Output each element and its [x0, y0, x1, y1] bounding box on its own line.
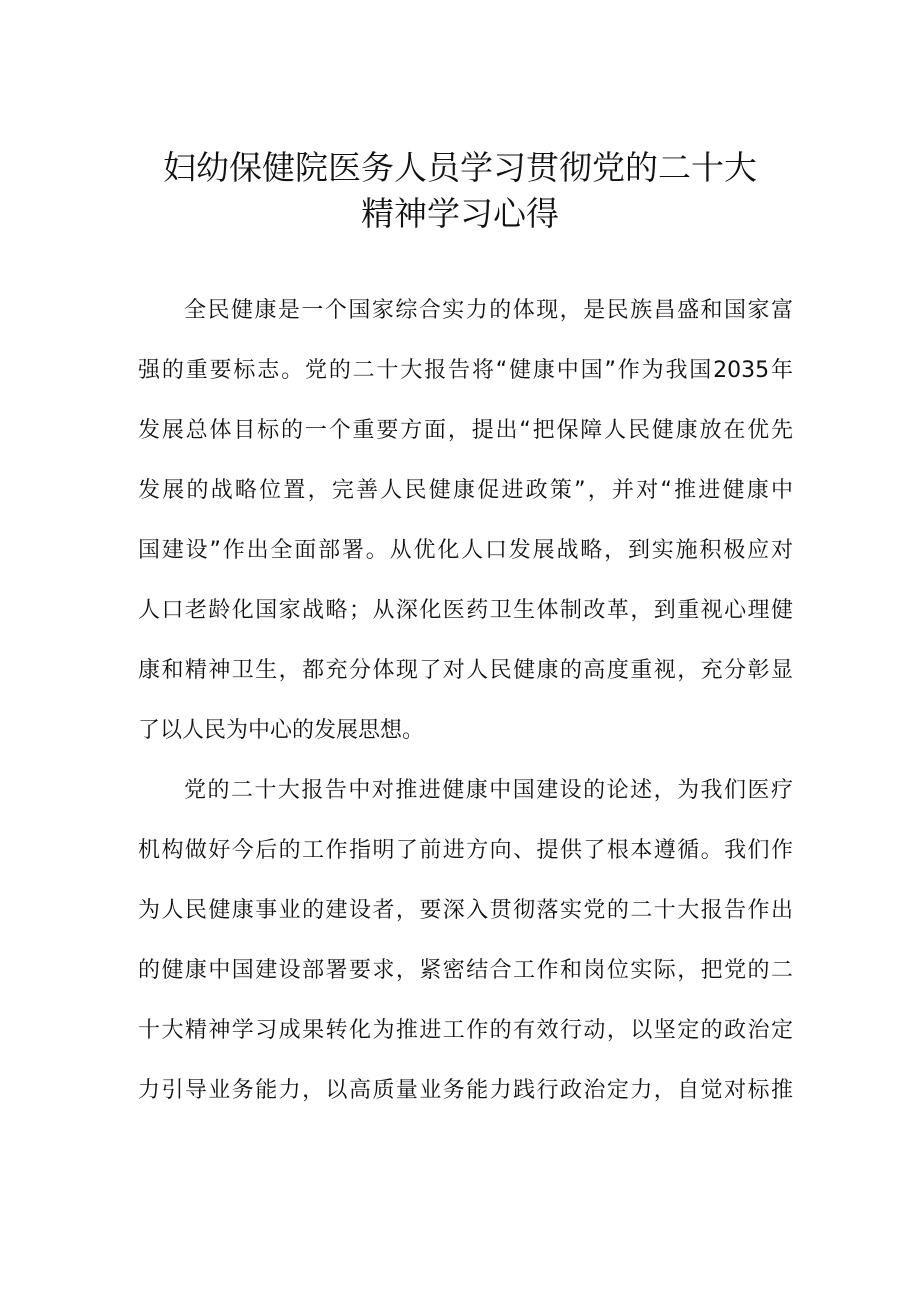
paragraph-2-line-1: 党的二十大报告中对推进健康中国建设的论述，为我们医疗: [184, 778, 793, 803]
document-title-line-1: 妇幼保健院医务人员学习贯彻党的二十大: [163, 148, 757, 187]
paragraph-2-line-5: 十大精神学习成果转化为推进工作的有效行动，以坚定的政治定: [138, 1018, 793, 1043]
paragraph-1-line-6: 人口老龄化国家战略；从深化医药卫生体制改革，到重视心理健: [138, 598, 793, 623]
paragraph-2-line-3: 为人民健康事业的建设者，要深入贯彻落实党的二十大报告作出: [138, 898, 793, 923]
paragraph-1-line-4: 发展的战略位置，完善人民健康促进政策”，并对“推进健康中: [138, 478, 793, 503]
document-title-line-2: 精神学习心得: [361, 194, 559, 233]
paragraph-1-line-2: 强的重要标志。党的二十大报告将“健康中国”作为我国2035年: [138, 358, 793, 383]
paragraph-2-line-4: 的健康中国建设部署要求，紧密结合工作和岗位实际，把党的二: [138, 958, 793, 983]
paragraph-1-line-7: 康和精神卫生，都充分体现了对人民健康的高度重视，充分彰显: [138, 658, 793, 683]
paragraph-2-line-6: 力引导业务能力，以高质量业务能力践行政治定力，自觉对标推: [138, 1078, 793, 1103]
paragraph-1-line-3: 发展总体目标的一个重要方面，提出“把保障人民健康放在优先: [138, 418, 793, 443]
paragraph-1-line-1: 全民健康是一个国家综合实力的体现，是民族昌盛和国家富: [184, 298, 793, 323]
paragraph-1-line-5: 国建设”作出全面部署。从优化人口发展战略，到实施积极应对: [138, 538, 793, 563]
paragraph-1-line-8: 了以人民为中心的发展思想。: [138, 718, 425, 743]
paragraph-2-line-2: 机构做好今后的工作指明了前进方向、提供了根本遵循。我们作: [138, 838, 793, 863]
